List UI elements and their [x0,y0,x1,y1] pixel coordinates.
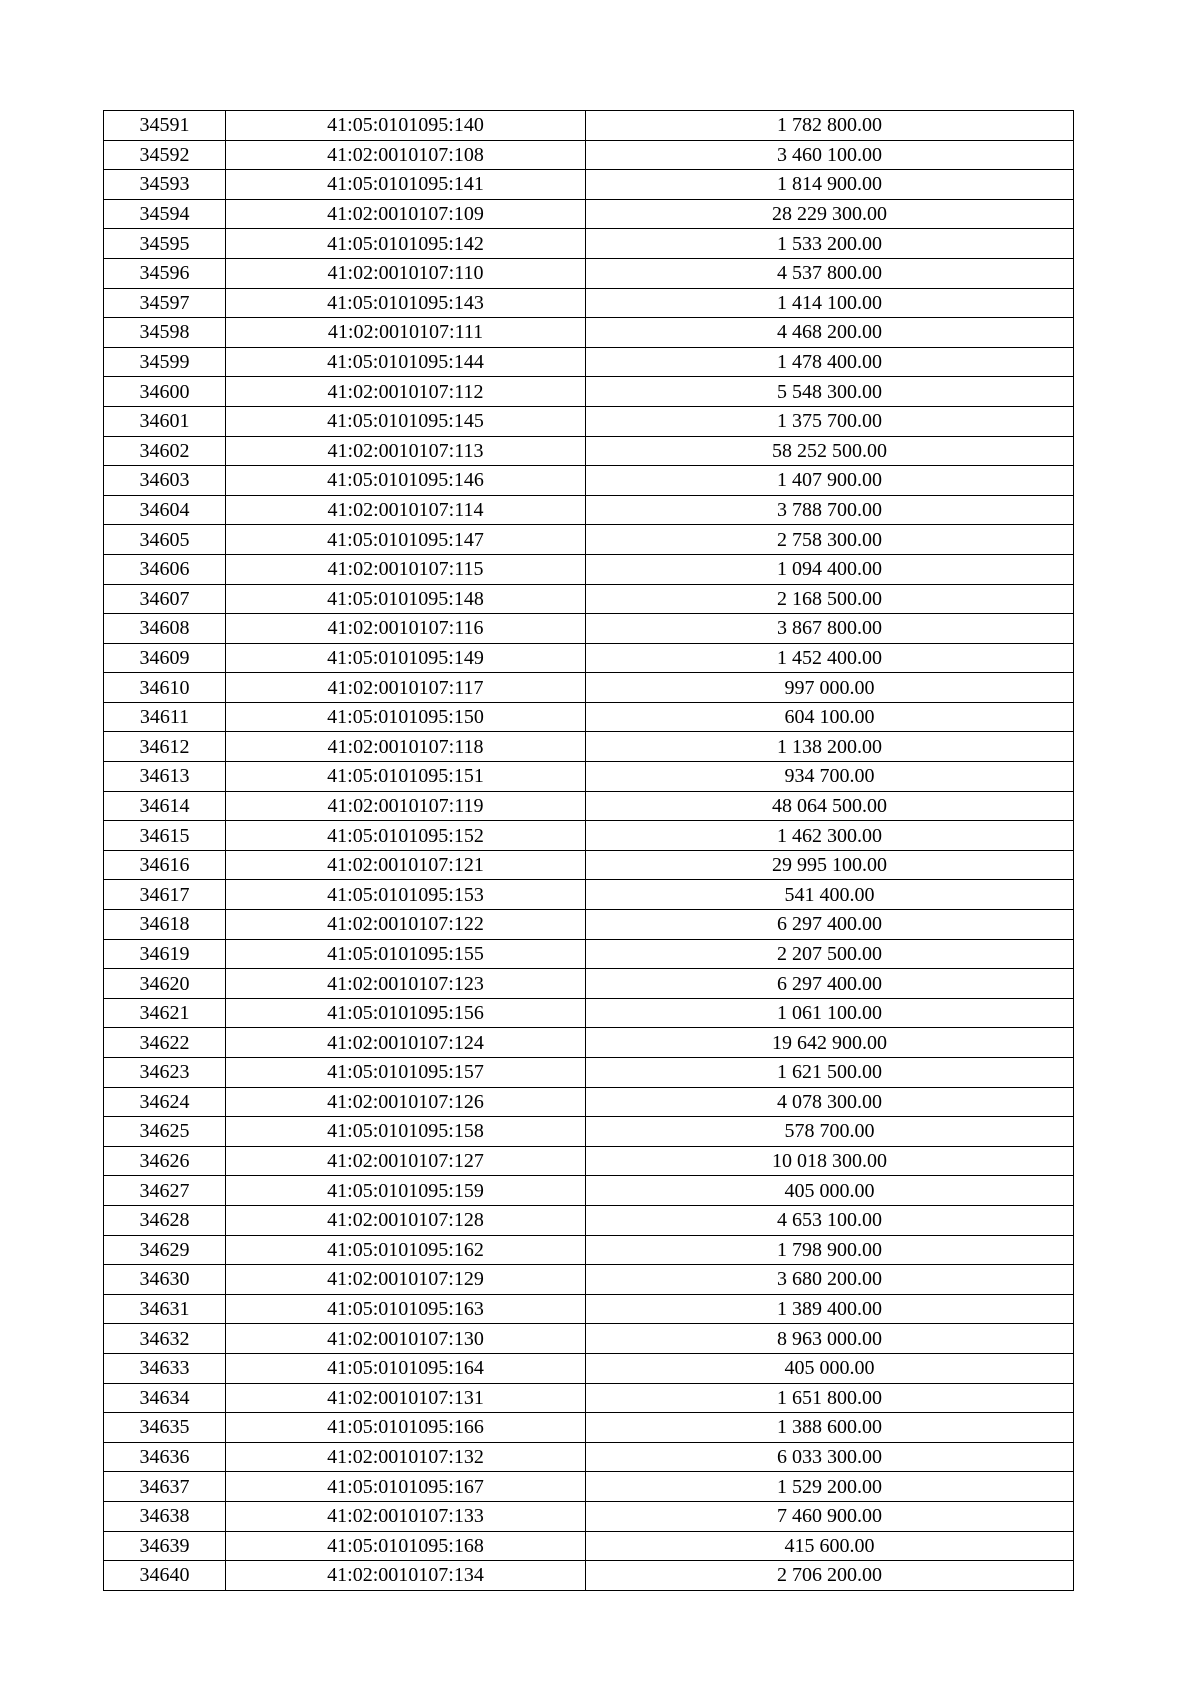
row-number-cell: 34628 [104,1205,226,1235]
cadastral-value-cell: 997 000.00 [586,673,1074,703]
cadastral-value-cell: 1 478 400.00 [586,347,1074,377]
row-number-cell: 34637 [104,1472,226,1502]
cadastral-number-cell: 41:02:0010107:115 [226,554,586,584]
row-number-cell: 34626 [104,1146,226,1176]
table-row [104,1442,1074,1472]
cadastral-number-cell: 41:02:0010107:108 [226,140,586,170]
row-number-cell: 34608 [104,614,226,644]
cadastral-number-cell: 41:05:0101095:167 [226,1472,586,1502]
row-number-cell: 34604 [104,495,226,525]
cadastral-value-cell: 6 297 400.00 [586,969,1074,999]
row-number-cell: 34612 [104,732,226,762]
cadastral-value-cell: 1 782 800.00 [586,111,1074,141]
table-row [104,821,1074,851]
cadastral-number-cell: 41:02:0010107:132 [226,1442,586,1472]
row-number-cell: 34623 [104,1058,226,1088]
row-number-cell: 34624 [104,1087,226,1117]
table-row [104,1294,1074,1324]
cadastral-value-cell: 29 995 100.00 [586,850,1074,880]
table-row [104,1235,1074,1265]
table-row [104,288,1074,318]
row-number-cell: 34638 [104,1501,226,1531]
row-number-cell: 34615 [104,821,226,851]
cadastral-number-cell: 41:02:0010107:121 [226,850,586,880]
row-number-cell: 34621 [104,998,226,1028]
cadastral-value-cell: 1 814 900.00 [586,170,1074,200]
row-number-cell: 34593 [104,170,226,200]
cadastral-value-cell: 19 642 900.00 [586,1028,1074,1058]
cadastral-number-cell: 41:02:0010107:123 [226,969,586,999]
table-row [104,318,1074,348]
cadastral-number-cell: 41:02:0010107:113 [226,436,586,466]
row-number-cell: 34600 [104,377,226,407]
row-number-cell: 34602 [104,436,226,466]
row-number-cell: 34618 [104,910,226,940]
cadastral-number-cell: 41:05:0101095:159 [226,1176,586,1206]
cadastral-number-cell: 41:05:0101095:158 [226,1117,586,1147]
row-number-cell: 34629 [104,1235,226,1265]
row-number-cell: 34614 [104,791,226,821]
cadastral-number-cell: 41:02:0010107:133 [226,1501,586,1531]
table-row [104,466,1074,496]
cadastral-number-cell: 41:05:0101095:147 [226,525,586,555]
table-row [104,998,1074,1028]
cadastral-value-cell: 2 168 500.00 [586,584,1074,614]
cadastral-number-cell: 41:05:0101095:162 [226,1235,586,1265]
row-number-cell: 34611 [104,702,226,732]
cadastral-value-cell: 541 400.00 [586,880,1074,910]
cadastral-number-cell: 41:02:0010107:117 [226,673,586,703]
cadastral-value-cell: 3 680 200.00 [586,1265,1074,1295]
cadastral-value-cell: 934 700.00 [586,762,1074,792]
row-number-cell: 34610 [104,673,226,703]
cadastral-number-cell: 41:05:0101095:143 [226,288,586,318]
table-row [104,229,1074,259]
row-number-cell: 34640 [104,1561,226,1591]
cadastral-value-cell: 1 529 200.00 [586,1472,1074,1502]
row-number-cell: 34617 [104,880,226,910]
table-row [104,584,1074,614]
table-row [104,1205,1074,1235]
cadastral-number-cell: 41:05:0101095:164 [226,1353,586,1383]
table-row [104,1058,1074,1088]
cadastral-value-cell: 1 138 200.00 [586,732,1074,762]
cadastral-number-cell: 41:02:0010107:130 [226,1324,586,1354]
cadastral-number-cell: 41:02:0010107:112 [226,377,586,407]
row-number-cell: 34632 [104,1324,226,1354]
table-row [104,525,1074,555]
cadastral-value-cell: 1 414 100.00 [586,288,1074,318]
table-row [104,969,1074,999]
table-row [104,1117,1074,1147]
cadastral-value-cell: 578 700.00 [586,1117,1074,1147]
row-number-cell: 34591 [104,111,226,141]
table-row [104,1561,1074,1591]
cadastral-number-cell: 41:05:0101095:145 [226,406,586,436]
cadastral-number-cell: 41:05:0101095:148 [226,584,586,614]
cadastral-value-cell: 1 061 100.00 [586,998,1074,1028]
cadastral-value-cell: 4 078 300.00 [586,1087,1074,1117]
cadastral-number-cell: 41:05:0101095:156 [226,998,586,1028]
cadastral-number-cell: 41:02:0010107:122 [226,910,586,940]
table-body [104,111,1074,1591]
cadastral-number-cell: 41:05:0101095:152 [226,821,586,851]
cadastral-value-cell: 1 462 300.00 [586,821,1074,851]
row-number-cell: 34631 [104,1294,226,1324]
cadastral-number-cell: 41:02:0010107:131 [226,1383,586,1413]
cadastral-value-cell: 4 537 800.00 [586,258,1074,288]
cadastral-value-cell: 4 468 200.00 [586,318,1074,348]
cadastral-value-cell: 48 064 500.00 [586,791,1074,821]
row-number-cell: 34606 [104,554,226,584]
table-row [104,111,1074,141]
cadastral-value-cell: 58 252 500.00 [586,436,1074,466]
cadastral-value-cell: 1 375 700.00 [586,406,1074,436]
table-row [104,702,1074,732]
cadastral-number-cell: 41:05:0101095:146 [226,466,586,496]
row-number-cell: 34616 [104,850,226,880]
cadastral-value-cell: 1 388 600.00 [586,1413,1074,1443]
cadastral-number-cell: 41:05:0101095:155 [226,939,586,969]
table-row [104,199,1074,229]
cadastral-number-cell: 41:02:0010107:127 [226,1146,586,1176]
cadastral-value-cell: 10 018 300.00 [586,1146,1074,1176]
cadastral-value-cell: 3 460 100.00 [586,140,1074,170]
cadastral-number-cell: 41:05:0101095:157 [226,1058,586,1088]
cadastral-number-cell: 41:02:0010107:129 [226,1265,586,1295]
table-row [104,850,1074,880]
cadastral-value-cell: 405 000.00 [586,1176,1074,1206]
cadastral-value-cell: 1 798 900.00 [586,1235,1074,1265]
cadastral-value-cell: 4 653 100.00 [586,1205,1074,1235]
cadastral-number-cell: 41:05:0101095:140 [226,111,586,141]
cadastral-value-cell: 415 600.00 [586,1531,1074,1561]
cadastral-value-cell: 28 229 300.00 [586,199,1074,229]
cadastral-value-table [103,110,1074,1591]
table-row [104,1353,1074,1383]
cadastral-value-cell: 1 452 400.00 [586,643,1074,673]
table-row [104,140,1074,170]
cadastral-value-cell: 6 297 400.00 [586,910,1074,940]
table-row [104,1265,1074,1295]
cadastral-number-cell: 41:05:0101095:151 [226,762,586,792]
cadastral-value-cell: 7 460 900.00 [586,1501,1074,1531]
cadastral-number-cell: 41:02:0010107:110 [226,258,586,288]
table-row [104,258,1074,288]
row-number-cell: 34613 [104,762,226,792]
cadastral-number-cell: 41:05:0101095:144 [226,347,586,377]
cadastral-number-cell: 41:05:0101095:149 [226,643,586,673]
table-row [104,762,1074,792]
cadastral-number-cell: 41:02:0010107:134 [226,1561,586,1591]
table-row [104,1383,1074,1413]
cadastral-value-cell: 1 389 400.00 [586,1294,1074,1324]
cadastral-number-cell: 41:02:0010107:118 [226,732,586,762]
row-number-cell: 34594 [104,199,226,229]
cadastral-value-cell: 1 651 800.00 [586,1383,1074,1413]
row-number-cell: 34592 [104,140,226,170]
table-row [104,910,1074,940]
cadastral-number-cell: 41:02:0010107:116 [226,614,586,644]
cadastral-number-cell: 41:05:0101095:141 [226,170,586,200]
row-number-cell: 34634 [104,1383,226,1413]
table-row [104,1028,1074,1058]
row-number-cell: 34596 [104,258,226,288]
row-number-cell: 34620 [104,969,226,999]
table-row [104,1472,1074,1502]
row-number-cell: 34630 [104,1265,226,1295]
table-row [104,1413,1074,1443]
cadastral-value-cell: 3 867 800.00 [586,614,1074,644]
cadastral-number-cell: 41:02:0010107:109 [226,199,586,229]
table-row [104,643,1074,673]
cadastral-value-cell: 1 621 500.00 [586,1058,1074,1088]
table-row [104,1146,1074,1176]
table-row [104,732,1074,762]
table-row [104,347,1074,377]
row-number-cell: 34635 [104,1413,226,1443]
row-number-cell: 34607 [104,584,226,614]
row-number-cell: 34599 [104,347,226,377]
cadastral-value-cell: 3 788 700.00 [586,495,1074,525]
cadastral-number-cell: 41:05:0101095:166 [226,1413,586,1443]
cadastral-number-cell: 41:02:0010107:124 [226,1028,586,1058]
row-number-cell: 34603 [104,466,226,496]
row-number-cell: 34622 [104,1028,226,1058]
row-number-cell: 34627 [104,1176,226,1206]
cadastral-number-cell: 41:02:0010107:126 [226,1087,586,1117]
table-row [104,1087,1074,1117]
table-row [104,1501,1074,1531]
cadastral-number-cell: 41:02:0010107:114 [226,495,586,525]
cadastral-value-cell: 8 963 000.00 [586,1324,1074,1354]
cadastral-value-cell: 1 094 400.00 [586,554,1074,584]
row-number-cell: 34625 [104,1117,226,1147]
cadastral-value-cell: 6 033 300.00 [586,1442,1074,1472]
row-number-cell: 34619 [104,939,226,969]
table-row [104,554,1074,584]
cadastral-value-cell: 2 706 200.00 [586,1561,1074,1591]
row-number-cell: 34633 [104,1353,226,1383]
row-number-cell: 34597 [104,288,226,318]
cadastral-number-cell: 41:02:0010107:119 [226,791,586,821]
table-row [104,495,1074,525]
table-row [104,791,1074,821]
row-number-cell: 34605 [104,525,226,555]
row-number-cell: 34595 [104,229,226,259]
cadastral-number-cell: 41:05:0101095:142 [226,229,586,259]
cadastral-value-cell: 2 207 500.00 [586,939,1074,969]
cadastral-value-cell: 405 000.00 [586,1353,1074,1383]
cadastral-number-cell: 41:05:0101095:163 [226,1294,586,1324]
cadastral-value-cell: 604 100.00 [586,702,1074,732]
cadastral-number-cell: 41:05:0101095:168 [226,1531,586,1561]
row-number-cell: 34636 [104,1442,226,1472]
table-row [104,1531,1074,1561]
cadastral-number-cell: 41:02:0010107:128 [226,1205,586,1235]
row-number-cell: 34609 [104,643,226,673]
cadastral-value-cell: 1 533 200.00 [586,229,1074,259]
cadastral-number-cell: 41:05:0101095:153 [226,880,586,910]
row-number-cell: 34598 [104,318,226,348]
table-row [104,614,1074,644]
table-row [104,406,1074,436]
row-number-cell: 34639 [104,1531,226,1561]
cadastral-value-cell: 2 758 300.00 [586,525,1074,555]
cadastral-number-cell: 41:02:0010107:111 [226,318,586,348]
table-row [104,170,1074,200]
table-row [104,673,1074,703]
cadastral-number-cell: 41:05:0101095:150 [226,702,586,732]
row-number-cell: 34601 [104,406,226,436]
cadastral-value-cell: 5 548 300.00 [586,377,1074,407]
table-row [104,377,1074,407]
table-row [104,880,1074,910]
cadastral-value-cell: 1 407 900.00 [586,466,1074,496]
table-row [104,436,1074,466]
table-row [104,1324,1074,1354]
table-row [104,939,1074,969]
table-row [104,1176,1074,1206]
